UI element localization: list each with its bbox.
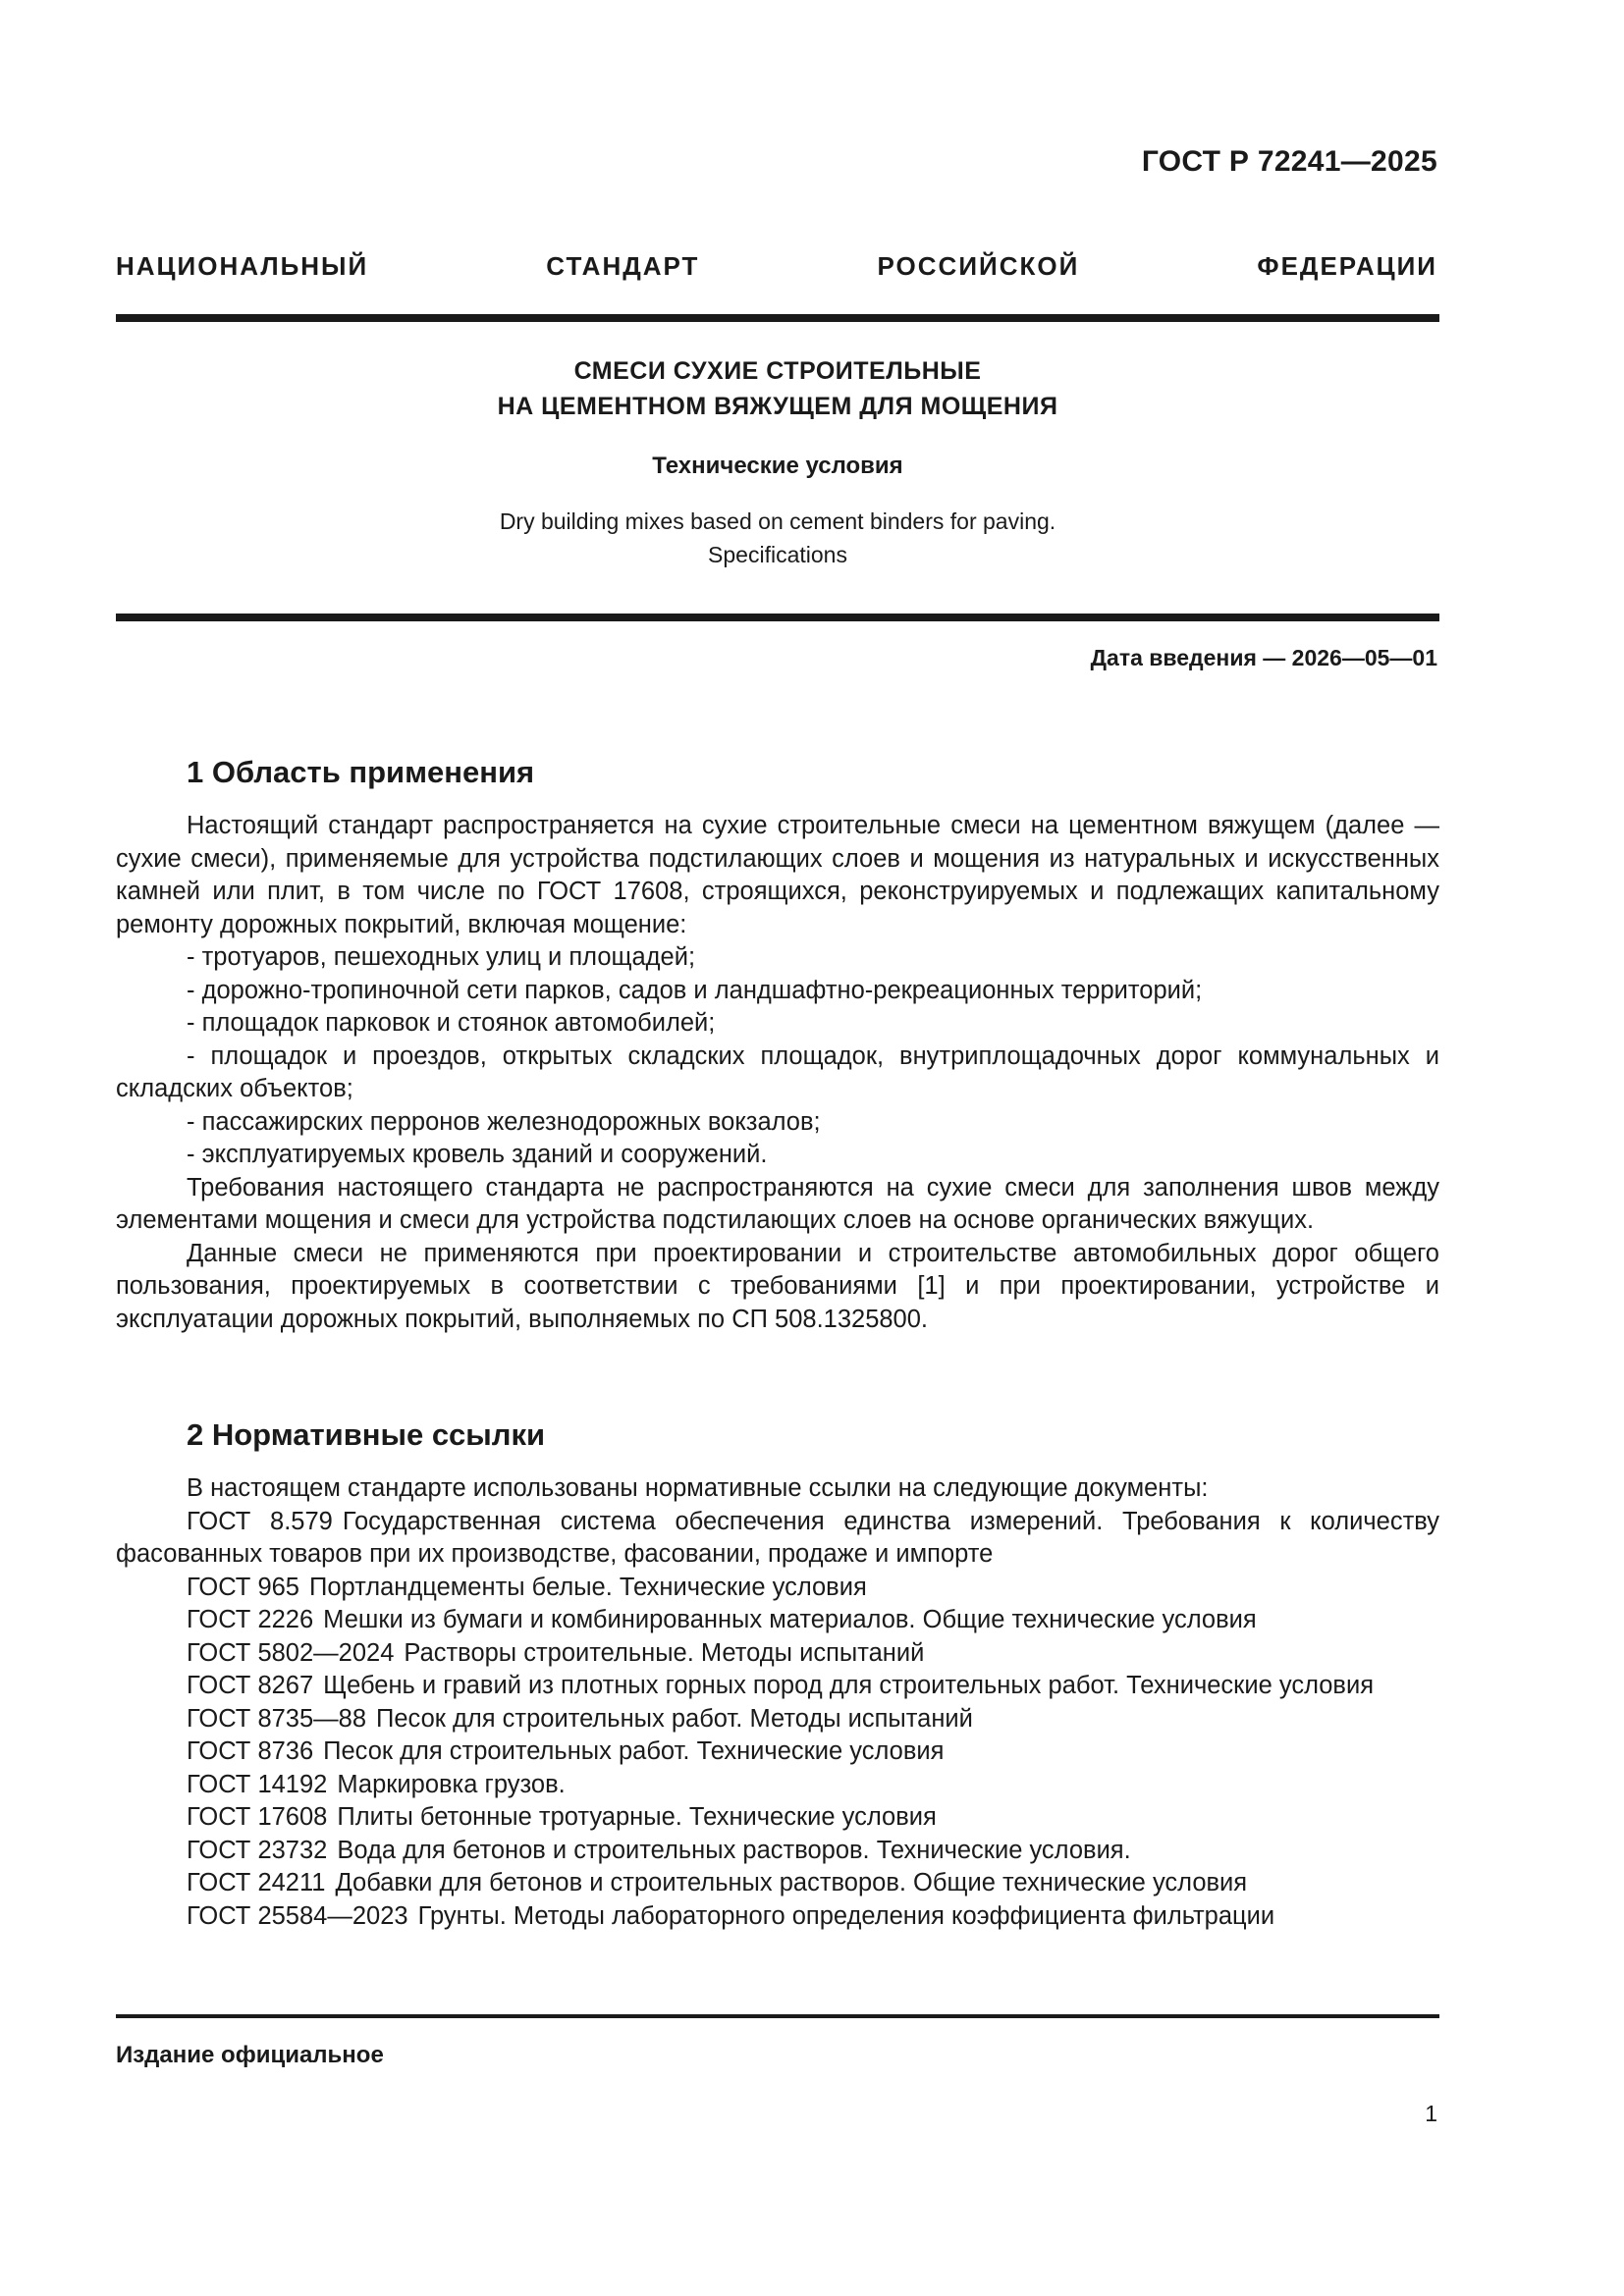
list-item: - дорожно-тропиночной сети парков, садов и ландшафтно-рекреационных территорий; xyxy=(187,976,1203,1004)
reference-item xyxy=(116,1867,1439,1900)
reference-item xyxy=(116,1835,1439,1868)
reference-item xyxy=(116,1506,1439,1572)
list-item: - эксплуатируемых кровель зданий и сооружений. xyxy=(187,1141,768,1168)
reference-item xyxy=(116,1637,1439,1671)
reference-code: ГОСТ 8735—88 xyxy=(187,1704,367,1733)
title-line-1: СМЕСИ СУХИЕ СТРОИТЕЛЬНЫЕ xyxy=(573,357,982,385)
section-normative-references xyxy=(116,1414,1439,1933)
reference-title: Щебень и гравий из плотных горных пород для строительных работ. Технические условия xyxy=(323,1672,1375,1699)
list-item: - площадок и проездов, открытых складских площадок, внутриплощадочных дорог коммунальных и складских объектов; xyxy=(116,1041,1439,1102)
list-item: - площадок парковок и стоянок автомобилей; xyxy=(187,1009,716,1037)
reference-item xyxy=(116,1670,1439,1703)
paragraph: Данные смеси не применяются при проектировании и строительстве автомобильных дорог общего пользования, проектируемых в соответствии с требованиями [1] и при проектировании, устройстве и эксплуатации дорожных покрытий, выполняемых по СП 508.1325800. xyxy=(116,1239,1439,1333)
title-subtitle: Технические условия xyxy=(652,453,903,479)
reference-item xyxy=(116,1900,1439,1934)
edition-label: Издание официальное xyxy=(116,2042,384,2068)
title-block xyxy=(116,353,1439,571)
reference-code: ГОСТ 25584—2023 xyxy=(187,1901,408,1930)
reference-title: Грунты. Методы лабораторного определения коэффициента фильтрации xyxy=(417,1901,1275,1930)
reference-title: Плиты бетонные тротуарные. Технические условия xyxy=(337,1803,937,1831)
section-heading: 2 Нормативные ссылки xyxy=(187,1417,546,1452)
footer-rule xyxy=(116,2014,1439,2018)
reference-code: ГОСТ 8267 xyxy=(187,1672,314,1699)
title-english-line-1: Dry building mixes based on cement binders for paving. xyxy=(499,508,1056,534)
reference-title: Растворы строительные. Методы испытаний xyxy=(404,1638,925,1667)
reference-item xyxy=(116,1572,1439,1605)
reference-title: Маркировка грузов. xyxy=(337,1770,566,1798)
reference-item xyxy=(116,1604,1439,1637)
list-item: - тротуаров, пешеходных улиц и площадей; xyxy=(187,943,696,971)
paragraph: Требования настоящего стандарта не распространяются на сухие смеси для заполнения швов между элементами мощения и смеси для устройства подстилающих слоев на основе органических вяжущих. xyxy=(116,1173,1439,1234)
reference-title: Песок для строительных работ. Технические условия xyxy=(323,1737,945,1765)
reference-title: Добавки для бетонов и строительных растворов. Общие технические условия xyxy=(335,1869,1248,1896)
reference-code: ГОСТ 17608 xyxy=(187,1803,328,1831)
reference-code: ГОСТ 8.579 xyxy=(187,1507,333,1535)
paragraph: Настоящий стандарт распространяется на сухие строительные смеси на цементном вяжущем (далее — сухие смеси), применяемые для устройства подстилающих слоев и мощения из натуральных и искусственных камней или плит, в том числе по ГОСТ 17608, строящихся, реконструируемых и подлежащих капитальному ремонту дорожных покрытий, включая мощение: xyxy=(116,812,1439,938)
paragraph: В настоящем стандарте использованы нормативные ссылки на следующие документы: xyxy=(187,1474,1209,1502)
section-heading: 1 Область применения xyxy=(187,755,535,789)
page-number: 1 xyxy=(1425,2101,1437,2126)
national-standard-banner: НАЦИОНАЛЬНЫЙ СТАНДАРТ РОССИЙСКОЙ ФЕДЕРАЦИИ xyxy=(116,251,1437,281)
reference-item xyxy=(116,1703,1439,1736)
reference-code: ГОСТ 965 xyxy=(187,1573,299,1601)
title-line-2: НА ЦЕМЕНТНОМ ВЯЖУЩЕМ ДЛЯ МОЩЕНИЯ xyxy=(497,393,1058,420)
section-scope xyxy=(116,751,1439,1336)
reference-title: Мешки из бумаги и комбинированных материалов. Общие технические условия xyxy=(323,1606,1257,1633)
reference-item xyxy=(116,1735,1439,1769)
reference-code: ГОСТ 14192 xyxy=(187,1770,328,1798)
list-item: - пассажирских перронов железнодорожных вокзалов; xyxy=(187,1107,821,1136)
reference-title: Песок для строительных работ. Методы испытаний xyxy=(376,1704,973,1733)
document-number: ГОСТ Р 72241—2025 xyxy=(1141,145,1437,178)
header-rule xyxy=(116,314,1439,322)
reference-title: Портландцементы белые. Технические условия xyxy=(309,1573,867,1601)
reference-code: ГОСТ 2226 xyxy=(187,1606,314,1633)
reference-title: Вода для бетонов и строительных растворов. Технические условия. xyxy=(337,1836,1131,1864)
reference-code: ГОСТ 5802—2024 xyxy=(187,1638,395,1667)
title-english-line-2: Specifications xyxy=(708,542,847,567)
introduction-date: Дата введения — 2026—05—01 xyxy=(1090,645,1437,670)
reference-item xyxy=(116,1801,1439,1835)
title-english xyxy=(116,505,1439,571)
reference-title: Государственная система обеспечения единства измерений. Требования к количеству фасованных товаров при их производстве, фасовании, продаже и импорте xyxy=(116,1507,1439,1568)
reference-code: ГОСТ 24211 xyxy=(187,1869,326,1896)
reference-code: ГОСТ 8736 xyxy=(187,1737,314,1765)
title-rule xyxy=(116,614,1439,621)
reference-item xyxy=(116,1769,1439,1802)
reference-code: ГОСТ 23732 xyxy=(187,1836,328,1864)
